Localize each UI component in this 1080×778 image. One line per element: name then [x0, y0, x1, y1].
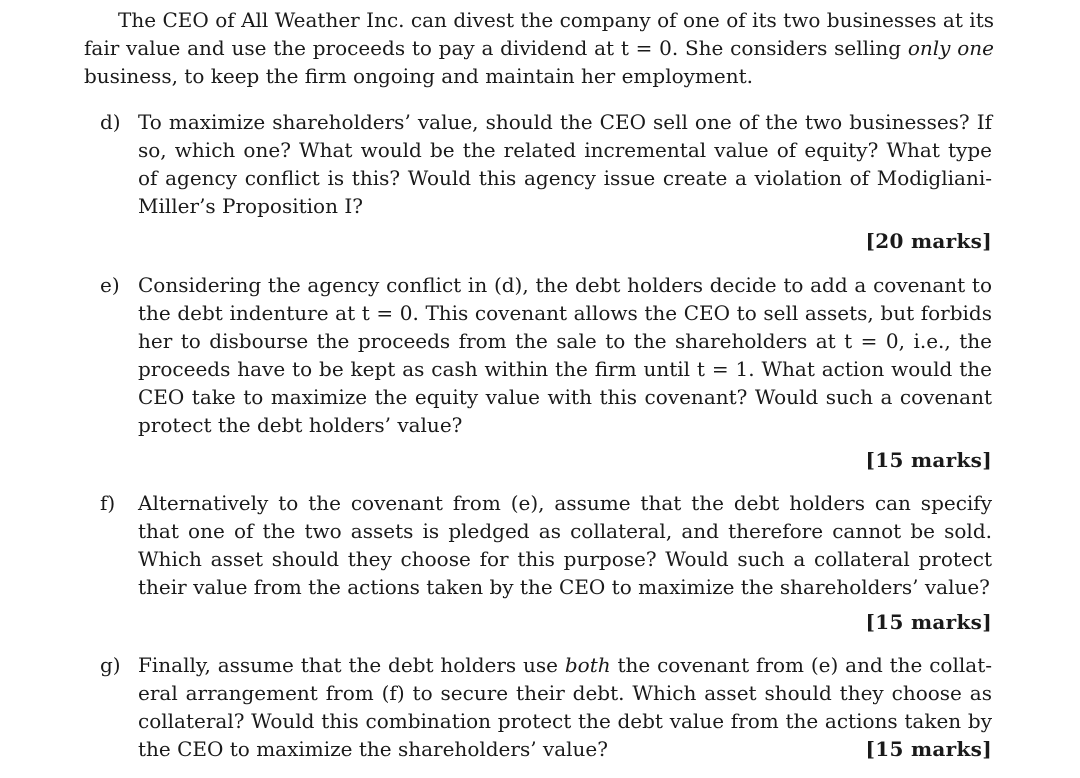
question-text-part-1: Finally, assume that the debt holders use: [138, 653, 565, 677]
intro-emphasis: only one: [907, 36, 994, 60]
question-text-part-2: the covenant from (e) and the collat-eral arrangement from (f) to secure their debt. Which asset should they choose as collateral? Would this combination protect the debt value from the actions taken by the CEO to maximize the shareholders’ value?: [138, 653, 992, 761]
marks-e: [15 marks]: [865, 448, 992, 472]
question-label: d): [100, 110, 121, 134]
intro-text-2: business, to keep the firm ongoing and maintain her employment.: [84, 64, 754, 88]
question-label: e): [100, 273, 120, 297]
question-g: [100, 651, 992, 763]
question-f: [100, 489, 992, 601]
marks-g: [15 marks]: [865, 737, 992, 761]
question-text: [138, 651, 992, 763]
question-label: g): [100, 653, 121, 677]
question-text: To maximize shareholders’ value, should the CEO sell one of the two businesses? If so, which one? What would be the related incremental value of equity? What type of agency conflict is this? Would this agency issue create a violation of Modigliani-Miller’s Proposition I?: [138, 110, 992, 218]
marks-f: [15 marks]: [865, 610, 992, 634]
question-text: Considering the agency conflict in (d), the debt holders decide to add a covenant to the debt indenture at t = 0. This covenant allows the CEO to sell assets, but forbids her to disbourse the proceeds from the sale to the shareholders at t = 0, i.e., the proceeds have to be kept as cash within the firm until t = 1. What action would the CEO take to maximize the equity value with this covenant? Would such a covenant protect the debt holders’ value?: [138, 273, 992, 437]
intro-text-1: The CEO of All Weather Inc. can divest the company of one of its two businesses at its fair value and use the proceeds to pay a dividend at t = 0. She considers selling: [84, 8, 994, 60]
intro-paragraph: [84, 6, 994, 90]
question-text: Alternatively to the covenant from (e), assume that the debt holders can specify that one of the two assets is pledged as collateral, and therefore cannot be sold. Which asset should they choose for this purpose? Would such a collateral protect their value from the actions taken by the CEO to maximize the shareholders’ value?: [138, 491, 992, 599]
question-emphasis: both: [564, 653, 611, 677]
question-d: [100, 108, 992, 220]
question-e: [100, 271, 992, 439]
question-label: f): [100, 491, 116, 515]
marks-d: [20 marks]: [865, 229, 992, 253]
